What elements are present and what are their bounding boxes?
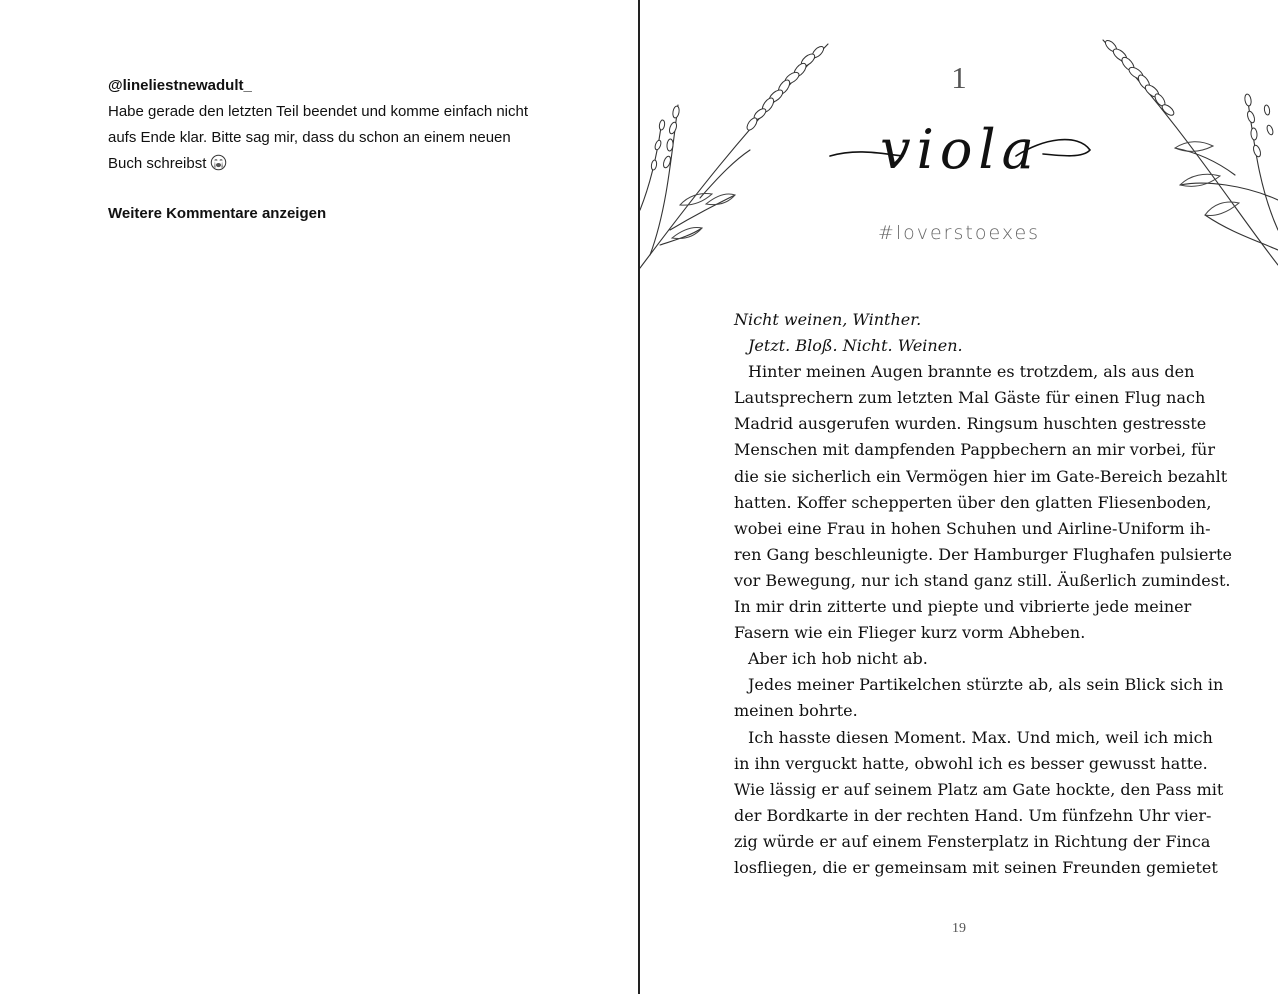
text-line: wobei eine Frau in hohen Schuhen und Airline-Uniform ih- [734, 518, 1211, 538]
right-page [640, 0, 1278, 994]
comment-handle: @lineliestnewadult_ [108, 77, 252, 94]
loudly-crying-face-icon [210, 154, 227, 171]
text-line: Hinter meinen Augen brannte es trotzdem, als aus den [748, 362, 1195, 382]
page-number: 19 [952, 921, 966, 936]
text-line: Fasern wie ein Flieger kurz vorm Abheben. [734, 623, 1086, 643]
comment-line-3: Buch schreibst [108, 151, 568, 177]
chapter-number: 1 [951, 60, 967, 95]
text-line: In mir drin zitterte und piepte und vibrierte jede meiner [734, 597, 1192, 617]
chapter-hashtag: #loverstoexes [877, 222, 1041, 244]
text-line: vor Bewegung, nur ich stand ganz still. Äußerlich zumindest. [734, 570, 1231, 590]
text-line: in ihn verguckt hatte, obwohl ich es besser gewusst hatte. [734, 753, 1208, 773]
text-line: Jetzt. Bloß. Nicht. Weinen. [748, 336, 963, 356]
text-line: Lautsprechern zum letzten Mal Gäste für einen Flug nach [734, 388, 1206, 408]
text-line: die sie sicherlich ein Vermögen hier im Gate-Bereich bezahlt [734, 466, 1228, 486]
more-comments-link[interactable]: Weitere Kommentare anzeigen [108, 205, 327, 222]
text-line: Menschen mit dampfenden Pappbechern an mir vorbei, für [734, 440, 1215, 460]
text-line: meinen bohrte. [734, 701, 858, 721]
text-line: der Bordkarte in der rechten Hand. Um fünfzehn Uhr vier- [734, 805, 1212, 825]
text-line: ren Gang beschleunigte. Der Hamburger Flughafen pulsierte [734, 544, 1233, 564]
text-line: Aber ich hob nicht ab. [748, 649, 928, 669]
text-line: Nicht weinen, Winther. [734, 310, 922, 329]
text-line: Madrid ausgerufen wurden. Ringsum huschten gestresste [734, 414, 1207, 434]
comment-line-2: aufs Ende klar. Bitte sag mir, dass du schon an einem neuen [108, 129, 511, 146]
comment-line-1: Habe gerade den letzten Teil beendet und komme einfach nicht [108, 103, 529, 120]
text-line: hatten. Koffer schepperten über den glatten Fliesenboden, [734, 492, 1212, 512]
text-line: Jedes meiner Partikelchen stürzte ab, als sein Blick sich in [748, 675, 1224, 695]
svg-text:viola: viola [880, 118, 1040, 181]
text-line: Ich hasste diesen Moment. Max. Und mich, weil ich mich [748, 727, 1213, 747]
chapter-title [828, 108, 1093, 193]
text-line: zig würde er auf einem Fensterplatz in Richtung der Finca [734, 831, 1211, 851]
text-line: Wie lässig er auf seinem Platz am Gate hockte, den Pass mit [734, 779, 1224, 799]
text-line: losfliegen, die er gemeinsam mit seinen Freunden gemietet [734, 857, 1218, 877]
chapter-body [734, 307, 1233, 881]
reader-comment [108, 73, 568, 177]
